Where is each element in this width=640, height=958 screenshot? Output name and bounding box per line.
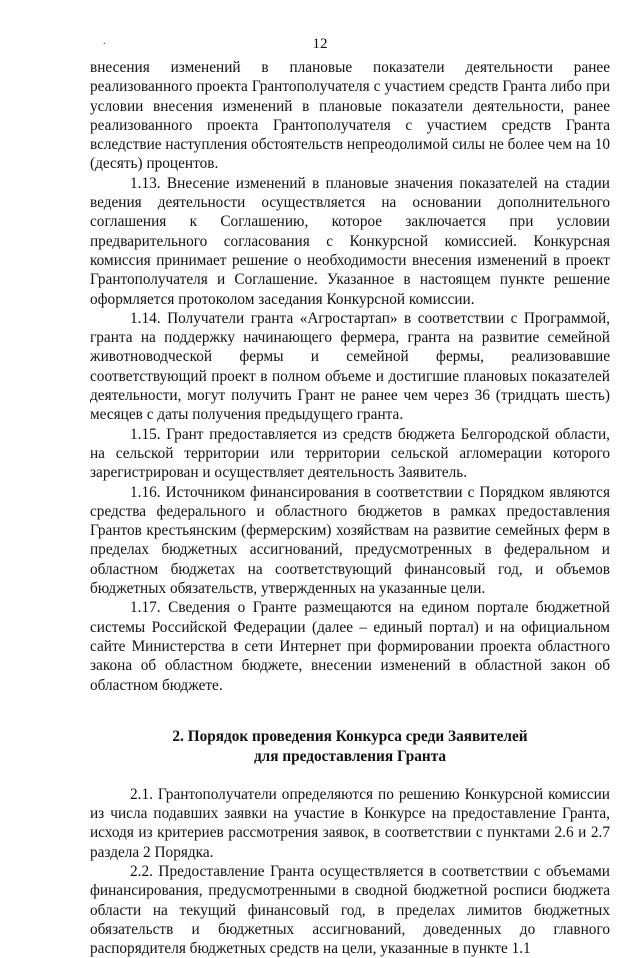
paragraph: 1.17. Сведения о Гранте размещаются на едином портале бюджетной системы Российской Федерации (далее – единый портал) и на официальном сайте Министерства в сети Интернет при формировании проекта областного закона об областном бюджете, внесении изменений в областной закон об областном бюджете. — [90, 599, 610, 694]
paragraph: внесения изменений в плановые показатели деятельности ранее реализованного проекта Грантополучателя с участием средств Гранта либо при условии внесения изменений в плановые показатели деятельности, ранее реализованного проекта Грантополучателя с участием средств Гранта вследствие наступления обстоятельств непреодолимой силы не более чем на 10 (десять) процентов. — [90, 59, 610, 173]
section-heading-line-2: для предоставления Гранта — [253, 747, 447, 765]
paragraph: 1.14. Получатели гранта «Агростартап» в соответствии с Программой, гранта на поддержку начинающего фермера, гранта на развитие семейной животноводческой фермы и семейной фермы, реализовавшие соответствующий проект в полном объеме и достигшие плановых показателей деятельности, могут получить Грант не ранее чем через 36 (тридцать шесть) месяцев с даты получения предыдущего гранта. — [90, 309, 610, 424]
paragraphs-after-heading — [90, 785, 610, 958]
paragraph: 2.2. Предоставление Гранта осуществляется в соответствии с объемами финансирования, предусмотренными в сводной бюджетной росписи бюджета области на текущий финансовый год, в пределах лимитов бюджетных обязательств и бюджетных ассигнований, доведенных до главного распорядителя бюджетных средств на цели, указанные в пункте 1.1 — [90, 862, 610, 958]
paragraph: 1.15. Грант предоставляется из средств бюджета Белгородской области, на сельской территории или территории сельской агломерации которого зарегистрирован и осуществляет деятельность Заявитель. — [90, 425, 610, 482]
paragraph: 2.1. Грантополучатели определяются по решению Конкурсной комиссии из числа подавших заявки на участие в Конкурсе на предоставление Гранта, исходя из критериев рассмотрения заявок, в соответствии с пунктами 2.6 и 2.7 раздела 2 Порядка. — [90, 785, 610, 861]
paragraph: 1.13. Внесение изменений в плановые значения показателей на стадии ведения деятельности осуществляется на основании дополнительного соглашения к Соглашению, которое заключается при условии предварительного согласования с Конкурсной комиссией. Конкурсная комиссия принимает решение о необходимости внесения изменений в проект Грантополучателя и Соглашение. Указанное в настоящем пункте решение оформляется протоколом заседания Конкурсной комиссии. — [90, 174, 610, 308]
section-heading-line-1: 2. Порядок проведения Конкурса среди Заявителей — [172, 727, 528, 745]
scan-dot: . — [103, 36, 106, 47]
document-body — [90, 58, 610, 958]
paragraphs-before-heading — [90, 58, 610, 695]
section-heading — [90, 727, 610, 767]
page-number: 12 — [312, 36, 328, 52]
paragraph: 1.16. Источником финансирования в соответствии с Порядком являются средства федерального и областного бюджетов в рамках предоставления Грантов крестьянским (фермерским) хозяйствам на развитие семейных ферм в пределах бюджетных ассигнований, предусмотренных в федеральном и областном бюджетах на соответствующий финансовый год, и объемов бюджетных обязательств, утвержденных на указанные цели. — [90, 483, 610, 598]
